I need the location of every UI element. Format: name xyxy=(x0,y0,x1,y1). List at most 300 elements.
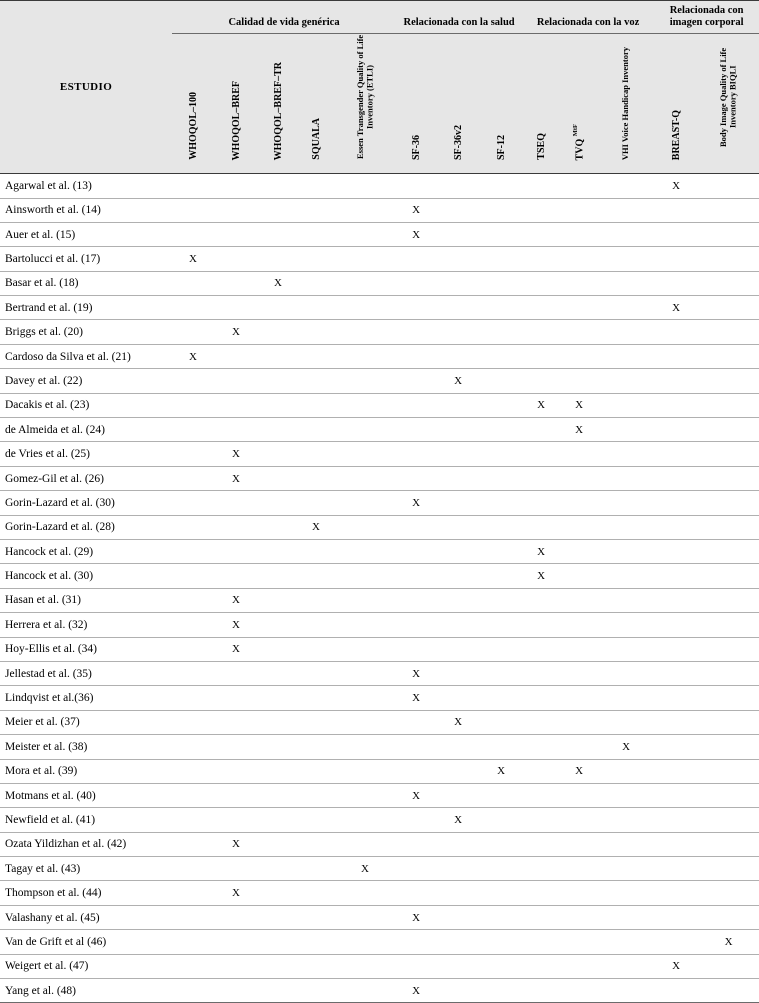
instrument-empty-cell xyxy=(698,539,759,563)
instrument-empty-cell xyxy=(334,710,396,734)
instrument-empty-cell xyxy=(560,564,598,588)
instrument-empty-cell xyxy=(436,442,480,466)
instrument-empty-cell xyxy=(258,296,298,320)
instrument-empty-cell xyxy=(698,564,759,588)
column-header-whoqol-100 xyxy=(172,34,214,174)
instrument-empty-cell xyxy=(258,661,298,685)
instrument-empty-cell xyxy=(396,174,436,198)
instrument-empty-cell xyxy=(214,198,258,222)
instrument-empty-cell xyxy=(560,515,598,539)
instrument-empty-cell xyxy=(396,564,436,588)
study-name-cell: Lindqvist et al.(36) xyxy=(0,686,172,710)
instrument-empty-cell xyxy=(298,418,334,442)
instrument-empty-cell xyxy=(258,491,298,515)
instrument-empty-cell xyxy=(698,832,759,856)
instrument-empty-cell xyxy=(172,881,214,905)
instrument-empty-cell xyxy=(258,686,298,710)
instrument-empty-cell xyxy=(654,466,698,490)
instrument-empty-cell xyxy=(172,222,214,246)
instrument-empty-cell xyxy=(298,930,334,954)
table-head xyxy=(0,1,759,174)
instrument-empty-cell xyxy=(522,808,560,832)
instrument-empty-cell xyxy=(258,783,298,807)
instrument-empty-cell xyxy=(480,222,522,246)
instrument-empty-cell xyxy=(436,515,480,539)
instrument-empty-cell xyxy=(698,783,759,807)
instrument-empty-cell xyxy=(172,271,214,295)
instrument-empty-cell xyxy=(560,247,598,271)
instrument-empty-cell xyxy=(560,979,598,1003)
column-header-tvq-mtf xyxy=(560,34,598,174)
instrument-empty-cell xyxy=(480,320,522,344)
instrument-mark-cell: X xyxy=(396,222,436,246)
instrument-empty-cell xyxy=(436,881,480,905)
instrument-empty-cell xyxy=(698,198,759,222)
instrument-empty-cell xyxy=(522,466,560,490)
table-row xyxy=(0,686,759,710)
table-row xyxy=(0,808,759,832)
instrument-empty-cell xyxy=(258,613,298,637)
study-name-cell: Ainsworth et al. (14) xyxy=(0,198,172,222)
instrument-empty-cell xyxy=(560,661,598,685)
study-name-cell: Thompson et al. (44) xyxy=(0,881,172,905)
instrument-mark-cell: X xyxy=(334,857,396,881)
study-name-cell: Herrera et al. (32) xyxy=(0,613,172,637)
instrument-empty-cell xyxy=(654,857,698,881)
instrument-empty-cell xyxy=(436,271,480,295)
instrument-empty-cell xyxy=(214,808,258,832)
instrument-empty-cell xyxy=(560,174,598,198)
column-label: WHOQOL–BREF–TR xyxy=(272,61,284,161)
instrument-mark-cell: X xyxy=(214,588,258,612)
instrument-mark-cell: X xyxy=(598,735,654,759)
instrument-empty-cell xyxy=(560,881,598,905)
instrument-empty-cell xyxy=(258,637,298,661)
instrument-empty-cell xyxy=(214,247,258,271)
instrument-empty-cell xyxy=(522,369,560,393)
instrument-empty-cell xyxy=(334,759,396,783)
instrument-empty-cell xyxy=(436,759,480,783)
group-header-voice-related: Relacionada con la voz xyxy=(522,1,654,34)
instrument-empty-cell xyxy=(172,637,214,661)
instrument-empty-cell xyxy=(560,369,598,393)
instrument-empty-cell xyxy=(522,588,560,612)
instrument-empty-cell xyxy=(560,198,598,222)
instrument-empty-cell xyxy=(560,832,598,856)
table-row xyxy=(0,637,759,661)
instrument-mark-cell: X xyxy=(214,320,258,344)
instrument-empty-cell xyxy=(654,222,698,246)
instrument-empty-cell xyxy=(214,661,258,685)
instrument-empty-cell xyxy=(298,271,334,295)
instrument-empty-cell xyxy=(334,369,396,393)
study-name-cell: Weigert et al. (47) xyxy=(0,954,172,978)
instrument-empty-cell xyxy=(334,637,396,661)
table-row xyxy=(0,539,759,563)
instrument-empty-cell xyxy=(258,466,298,490)
instrument-empty-cell xyxy=(698,247,759,271)
instrument-empty-cell xyxy=(522,515,560,539)
instrument-empty-cell xyxy=(298,954,334,978)
instrument-empty-cell xyxy=(560,271,598,295)
study-name-cell: Hancock et al. (29) xyxy=(0,539,172,563)
instrument-empty-cell xyxy=(698,881,759,905)
study-name-cell: Davey et al. (22) xyxy=(0,369,172,393)
instrument-empty-cell xyxy=(598,369,654,393)
instrument-empty-cell xyxy=(560,954,598,978)
instrument-empty-cell xyxy=(258,930,298,954)
instrument-empty-cell xyxy=(698,905,759,929)
instrument-empty-cell xyxy=(698,296,759,320)
instrument-empty-cell xyxy=(396,539,436,563)
instrument-empty-cell xyxy=(480,857,522,881)
instrument-empty-cell xyxy=(654,613,698,637)
instrument-empty-cell xyxy=(654,588,698,612)
instrument-empty-cell xyxy=(298,491,334,515)
instrument-empty-cell xyxy=(480,369,522,393)
instrument-empty-cell xyxy=(172,735,214,759)
instrument-empty-cell xyxy=(522,491,560,515)
instrument-empty-cell xyxy=(522,296,560,320)
instrument-empty-cell xyxy=(396,759,436,783)
column-label-superscript: MtF xyxy=(572,123,580,136)
column-header-vhi xyxy=(598,34,654,174)
instrument-empty-cell xyxy=(698,857,759,881)
instrument-empty-cell xyxy=(298,564,334,588)
instrument-empty-cell xyxy=(396,808,436,832)
instrument-empty-cell xyxy=(698,954,759,978)
instrument-empty-cell xyxy=(598,539,654,563)
study-name-cell: Hasan et al. (31) xyxy=(0,588,172,612)
instrument-empty-cell xyxy=(214,930,258,954)
table-row xyxy=(0,344,759,368)
instrument-empty-cell xyxy=(598,905,654,929)
instrument-empty-cell xyxy=(396,710,436,734)
instrument-empty-cell xyxy=(172,515,214,539)
instrument-mark-cell: X xyxy=(396,198,436,222)
column-header-breast-q xyxy=(654,34,698,174)
instrument-mark-cell: X xyxy=(560,759,598,783)
instrument-empty-cell xyxy=(436,174,480,198)
instrument-empty-cell xyxy=(172,710,214,734)
table-row xyxy=(0,661,759,685)
instrument-mark-cell: X xyxy=(396,979,436,1003)
instrument-empty-cell xyxy=(334,954,396,978)
column-header-biqli xyxy=(698,34,759,174)
instrument-empty-cell xyxy=(214,979,258,1003)
instrument-empty-cell xyxy=(214,174,258,198)
instrument-empty-cell xyxy=(480,271,522,295)
study-name-cell: Tagay et al. (43) xyxy=(0,857,172,881)
instrument-empty-cell xyxy=(172,466,214,490)
instrument-empty-cell xyxy=(334,247,396,271)
instrument-empty-cell xyxy=(214,491,258,515)
table-row xyxy=(0,954,759,978)
instrument-empty-cell xyxy=(298,905,334,929)
instrument-empty-cell xyxy=(172,393,214,417)
instrument-empty-cell xyxy=(698,637,759,661)
instrument-empty-cell xyxy=(598,686,654,710)
instrument-empty-cell xyxy=(598,783,654,807)
instrument-empty-cell xyxy=(598,491,654,515)
instrument-mark-cell: X xyxy=(214,466,258,490)
column-label: WHOQOL–100 xyxy=(187,92,199,161)
column-header-squala xyxy=(298,34,334,174)
instrument-empty-cell xyxy=(480,418,522,442)
instrument-empty-cell xyxy=(214,857,258,881)
instrument-empty-cell xyxy=(654,735,698,759)
instrument-empty-cell xyxy=(598,393,654,417)
instrument-empty-cell xyxy=(436,857,480,881)
instrument-empty-cell xyxy=(480,979,522,1003)
instrument-empty-cell xyxy=(214,271,258,295)
instrument-empty-cell xyxy=(654,783,698,807)
study-name-cell: Van de Grift et al (46) xyxy=(0,930,172,954)
study-name-cell: Ozata Yildizhan et al. (42) xyxy=(0,832,172,856)
column-header-sf-12 xyxy=(480,34,522,174)
study-name-cell: Meier et al. (37) xyxy=(0,710,172,734)
instrument-empty-cell xyxy=(396,369,436,393)
instrument-empty-cell xyxy=(436,637,480,661)
instrument-mark-cell: X xyxy=(396,905,436,929)
instrument-empty-cell xyxy=(598,320,654,344)
instrument-empty-cell xyxy=(436,930,480,954)
instrument-empty-cell xyxy=(214,515,258,539)
instrument-empty-cell xyxy=(298,783,334,807)
instrument-empty-cell xyxy=(298,686,334,710)
instrument-empty-cell xyxy=(598,271,654,295)
column-header-whoqol-bref xyxy=(214,34,258,174)
instrument-empty-cell xyxy=(698,393,759,417)
instrument-empty-cell xyxy=(522,320,560,344)
instrument-empty-cell xyxy=(698,588,759,612)
instrument-empty-cell xyxy=(258,247,298,271)
instrument-empty-cell xyxy=(334,881,396,905)
instrument-empty-cell xyxy=(598,954,654,978)
instrument-empty-cell xyxy=(396,271,436,295)
instrument-empty-cell xyxy=(396,418,436,442)
instrument-empty-cell xyxy=(598,174,654,198)
instrument-empty-cell xyxy=(298,735,334,759)
instrument-empty-cell xyxy=(298,174,334,198)
instrument-empty-cell xyxy=(172,954,214,978)
instrument-empty-cell xyxy=(334,930,396,954)
study-name-cell: de Vries et al. (25) xyxy=(0,442,172,466)
instrument-empty-cell xyxy=(436,418,480,442)
instrument-empty-cell xyxy=(598,637,654,661)
instrument-empty-cell xyxy=(698,979,759,1003)
instrument-empty-cell xyxy=(654,881,698,905)
instrument-empty-cell xyxy=(258,710,298,734)
instrument-mark-cell: X xyxy=(396,661,436,685)
instrument-empty-cell xyxy=(522,710,560,734)
instrument-empty-cell xyxy=(560,539,598,563)
instrument-empty-cell xyxy=(436,320,480,344)
instrument-empty-cell xyxy=(480,442,522,466)
instrument-empty-cell xyxy=(334,686,396,710)
instrument-empty-cell xyxy=(436,832,480,856)
column-label: VHI Voice Handicap Inventory xyxy=(620,47,631,161)
study-name-cell: Meister et al. (38) xyxy=(0,735,172,759)
instrument-empty-cell xyxy=(298,613,334,637)
instrument-empty-cell xyxy=(396,515,436,539)
instrument-empty-cell xyxy=(258,369,298,393)
instrument-empty-cell xyxy=(258,564,298,588)
instrument-empty-cell xyxy=(480,296,522,320)
instrument-mark-cell: X xyxy=(214,637,258,661)
instrument-empty-cell xyxy=(698,759,759,783)
instrument-empty-cell xyxy=(654,247,698,271)
instrument-empty-cell xyxy=(436,661,480,685)
instrument-empty-cell xyxy=(436,954,480,978)
instrument-empty-cell xyxy=(698,369,759,393)
instrument-empty-cell xyxy=(258,344,298,368)
instrument-empty-cell xyxy=(172,905,214,929)
instrument-empty-cell xyxy=(172,588,214,612)
instrument-empty-cell xyxy=(436,466,480,490)
study-name-cell: Dacakis et al. (23) xyxy=(0,393,172,417)
instrument-empty-cell xyxy=(214,686,258,710)
instrument-empty-cell xyxy=(214,954,258,978)
instrument-empty-cell xyxy=(214,296,258,320)
instrument-empty-cell xyxy=(480,661,522,685)
column-header-sf-36v2 xyxy=(436,34,480,174)
instrument-empty-cell xyxy=(698,174,759,198)
instrument-empty-cell xyxy=(480,198,522,222)
instrument-empty-cell xyxy=(334,320,396,344)
instrument-empty-cell xyxy=(334,564,396,588)
instrument-empty-cell xyxy=(214,539,258,563)
instrument-empty-cell xyxy=(214,418,258,442)
table-row xyxy=(0,564,759,588)
table-row xyxy=(0,979,759,1003)
instrument-empty-cell xyxy=(522,954,560,978)
instrument-empty-cell xyxy=(436,222,480,246)
instrument-empty-cell xyxy=(172,369,214,393)
instrument-mark-cell: X xyxy=(396,783,436,807)
instrument-empty-cell xyxy=(214,393,258,417)
instrument-empty-cell xyxy=(298,832,334,856)
instrument-empty-cell xyxy=(172,832,214,856)
instrument-empty-cell xyxy=(698,466,759,490)
instrument-empty-cell xyxy=(480,539,522,563)
instrument-empty-cell xyxy=(298,466,334,490)
instrument-empty-cell xyxy=(560,905,598,929)
instrument-empty-cell xyxy=(654,369,698,393)
instrument-empty-cell xyxy=(298,369,334,393)
instrument-empty-cell xyxy=(214,564,258,588)
instrument-mark-cell: X xyxy=(214,442,258,466)
instrument-empty-cell xyxy=(172,539,214,563)
instrument-empty-cell xyxy=(480,954,522,978)
instrument-empty-cell xyxy=(598,564,654,588)
group-header-body-image-related: Relacionada con imagen corporal xyxy=(654,1,759,34)
instrument-empty-cell xyxy=(258,905,298,929)
instrument-empty-cell xyxy=(560,686,598,710)
instrument-empty-cell xyxy=(654,198,698,222)
study-name-cell: Basar et al. (18) xyxy=(0,271,172,295)
instrument-empty-cell xyxy=(522,905,560,929)
instrument-mark-cell: X xyxy=(436,710,480,734)
instrument-empty-cell xyxy=(698,271,759,295)
instrument-empty-cell xyxy=(480,564,522,588)
instrument-empty-cell xyxy=(698,808,759,832)
instrument-empty-cell xyxy=(560,344,598,368)
instrument-empty-cell xyxy=(172,857,214,881)
table-row xyxy=(0,735,759,759)
instrument-empty-cell xyxy=(436,686,480,710)
instrument-empty-cell xyxy=(214,759,258,783)
instrument-empty-cell xyxy=(654,637,698,661)
instrument-empty-cell xyxy=(480,686,522,710)
instrument-empty-cell xyxy=(334,808,396,832)
instrument-empty-cell xyxy=(396,296,436,320)
instrument-empty-cell xyxy=(334,222,396,246)
instrument-empty-cell xyxy=(258,174,298,198)
instrument-empty-cell xyxy=(298,393,334,417)
instrument-empty-cell xyxy=(480,710,522,734)
instrument-empty-cell xyxy=(436,905,480,929)
instrument-empty-cell xyxy=(480,881,522,905)
column-label: SF-36v2 xyxy=(452,125,464,161)
instrument-empty-cell xyxy=(522,222,560,246)
instrument-empty-cell xyxy=(298,661,334,685)
instrument-empty-cell xyxy=(598,515,654,539)
instrument-empty-cell xyxy=(654,686,698,710)
instrument-empty-cell xyxy=(258,588,298,612)
study-name-cell: Newfield et al. (41) xyxy=(0,808,172,832)
column-label: SF-36 xyxy=(410,135,422,161)
instrument-empty-cell xyxy=(522,783,560,807)
instrument-empty-cell xyxy=(522,442,560,466)
instrument-empty-cell xyxy=(334,783,396,807)
instrument-mark-cell: X xyxy=(654,954,698,978)
instrument-empty-cell xyxy=(560,613,598,637)
instrument-mark-cell: X xyxy=(560,393,598,417)
table-row xyxy=(0,418,759,442)
instrument-empty-cell xyxy=(598,418,654,442)
study-name-cell: Yang et al. (48) xyxy=(0,979,172,1003)
instrument-empty-cell xyxy=(654,539,698,563)
study-name-cell: Hancock et al. (30) xyxy=(0,564,172,588)
instrument-empty-cell xyxy=(436,979,480,1003)
instrument-mark-cell: X xyxy=(396,686,436,710)
table-row xyxy=(0,369,759,393)
instrument-empty-cell xyxy=(654,808,698,832)
instrument-empty-cell xyxy=(258,954,298,978)
instrument-empty-cell xyxy=(298,344,334,368)
instrument-mark-cell: X xyxy=(522,564,560,588)
instrument-empty-cell xyxy=(172,174,214,198)
instrument-empty-cell xyxy=(598,198,654,222)
table-row xyxy=(0,783,759,807)
table-row xyxy=(0,881,759,905)
instrument-empty-cell xyxy=(396,930,436,954)
instrument-mark-cell: X xyxy=(298,515,334,539)
instrument-empty-cell xyxy=(522,832,560,856)
instrument-empty-cell xyxy=(598,930,654,954)
instrument-empty-cell xyxy=(598,808,654,832)
instrument-empty-cell xyxy=(298,710,334,734)
instrument-empty-cell xyxy=(396,320,436,344)
instrument-empty-cell xyxy=(560,296,598,320)
table-row xyxy=(0,930,759,954)
instrument-empty-cell xyxy=(334,905,396,929)
instrument-empty-cell xyxy=(396,247,436,271)
instrument-empty-cell xyxy=(172,613,214,637)
instrument-mark-cell: X xyxy=(436,808,480,832)
instrument-empty-cell xyxy=(480,735,522,759)
